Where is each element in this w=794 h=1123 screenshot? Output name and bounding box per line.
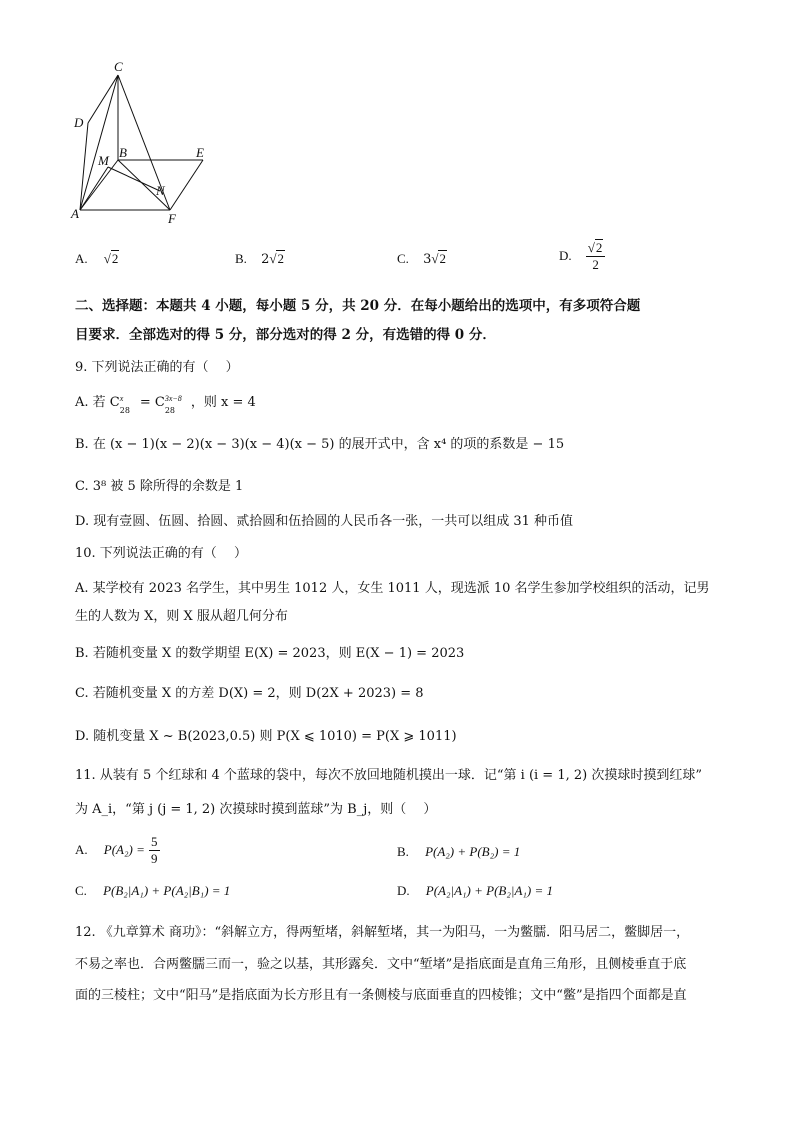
segment-MN bbox=[108, 167, 160, 191]
q12-line-1: 12. 《九章算术 商功》：“斜解立方，得两堑堵，斜解堑堵，其一为阳马，一为鳖臑．阳马居二，鳖脚居一， bbox=[75, 925, 690, 940]
q8-option-c: C. 3√2 bbox=[397, 251, 446, 267]
q11-option-c: C. P(B₂|A₁) + P(A₂|B₁) = 1 bbox=[75, 883, 231, 898]
fraction: $\frac{√2}{2}$ bbox=[586, 240, 606, 273]
q12-line-2: 不易之率也．合两鳖臑三而一，验之以基，其形露矣．文中“堑堵”是指底面是直角三角形，且侧棱垂直于底 bbox=[75, 957, 687, 972]
q8-option-a: A. √2 bbox=[75, 251, 119, 266]
geometry-figure bbox=[68, 55, 228, 230]
q12-line-3: 面的三棱柱；文中“阳马”是指底面为长方形且有一条侧棱与底面垂直的四棱锥；文中“鳖”是指四个面都是直 bbox=[75, 988, 687, 1003]
label-N: N bbox=[156, 183, 165, 198]
q9-option-a: A. 若 C x 28 = C 3x−8 28 ，则 x = 4 bbox=[75, 394, 256, 415]
sqrt-icon: √2 bbox=[587, 240, 603, 255]
sqrt-icon: √2 bbox=[103, 251, 119, 266]
q10-option-a-line-2: 生的人数为 X，则 X 服从超几何分布 bbox=[75, 609, 288, 624]
label-M: M bbox=[98, 153, 109, 168]
section-heading-line-2: 目要求．全部选对的得 5 分，部分选对的得 2 分，有选错的得 0 分． bbox=[75, 327, 496, 343]
q11-option-d: D. P(A₂|A₁) + P(B₂|A₁) = 1 bbox=[397, 883, 554, 898]
label-B: B bbox=[119, 145, 127, 160]
sqrt-icon: √2 bbox=[269, 251, 284, 266]
q8-option-d: D. $\frac{√2}{2}$ bbox=[559, 240, 605, 273]
q10-option-d: D. 随机变量 X ~ B(2023,0.5) 则 P(X ⩽ 1010) = P(X ⩾ 1011) bbox=[75, 729, 457, 744]
edge-AM bbox=[80, 167, 108, 210]
edge-FE bbox=[170, 160, 203, 210]
label-D: D bbox=[74, 115, 84, 130]
q11-stem-line-2: 为 A_i，“第 j (j = 1, 2) 次摸球时摸到蓝球”为 B_j，则（ ） bbox=[75, 802, 437, 817]
q11-option-a: A. P(A₂) = $\frac{5}{9}$ bbox=[75, 834, 158, 866]
q10-stem: 10. 下列说法正确的有（ ） bbox=[75, 546, 247, 561]
q10-option-a-line-1: A. 某学校有 2023 名学生，其中男生 1012 人，女生 1011 人，现选派 10 名学生参加学校组织的活动，记男 bbox=[75, 581, 710, 596]
q10-option-c: C. 若随机变量 X 的方差 D(X) = 2，则 D(2X + 2023) = 8 bbox=[75, 686, 424, 701]
label-A: A bbox=[71, 206, 79, 221]
q10-option-b: B. 若随机变量 X 的数学期望 E(X) = 2023，则 E(X − 1) = 2023 bbox=[75, 646, 465, 661]
q9-option-b: B. 在 (x − 1)(x − 2)(x − 3)(x − 4)(x − 5) 的展开式中，含 x⁴ 的项的系数是 − 15 bbox=[75, 437, 565, 452]
section-heading-line-1: 二、选择题：本题共 4 小题，每小题 5 分，共 20 分．在每小题给出的选项中，有多项符合题 bbox=[75, 298, 641, 314]
label-C: C bbox=[114, 59, 123, 74]
edge-AC bbox=[80, 75, 118, 210]
label-F: F bbox=[168, 211, 176, 226]
q9-stem: 9. 下列说法正确的有（ ） bbox=[75, 360, 239, 375]
fraction: $\frac{5}{9}$ bbox=[151, 834, 158, 866]
edge-DC bbox=[88, 75, 118, 123]
q11-option-b: B. P(A₂) + P(B₂) = 1 bbox=[397, 844, 521, 859]
sqrt-icon: √2 bbox=[431, 251, 446, 266]
q11-stem-line-1: 11. 从装有 5 个红球和 4 个蓝球的袋中，每次不放回地随机摸出一球．记“第 i (i = 1, 2) 次摸球时摸到红球” bbox=[75, 768, 702, 783]
q8-option-b: B. 2√2 bbox=[235, 251, 284, 267]
q9-option-d: D. 现有壹圆、伍圆、拾圆、贰拾圆和伍拾圆的人民币各一张，一共可以组成 31 种币值 bbox=[75, 514, 574, 529]
q9-option-c: C. 3⁸ 被 5 除所得的余数是 1 bbox=[75, 479, 244, 494]
label-E: E bbox=[196, 145, 204, 160]
